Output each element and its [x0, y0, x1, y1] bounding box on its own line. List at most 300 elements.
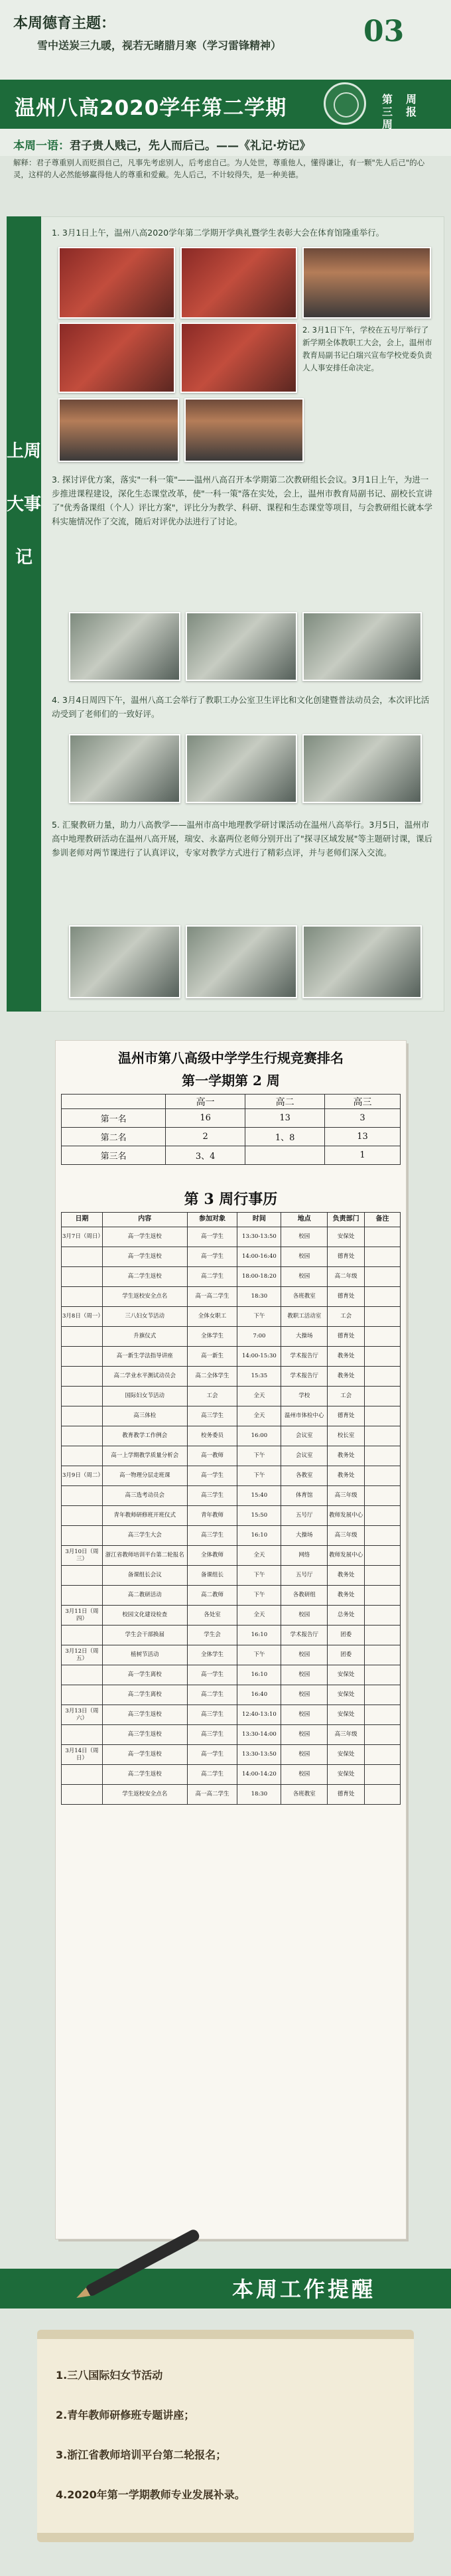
ranking-cell: 第二名 — [62, 1128, 166, 1146]
calendar-cell: 15:40 — [237, 1486, 281, 1506]
calendar-cell: 安保处 — [328, 1765, 365, 1785]
calendar-cell — [62, 1566, 103, 1586]
calendar-cell: 18:30 — [237, 1785, 281, 1805]
calendar-cell: 各教室 — [281, 1466, 328, 1486]
calendar-cell: 14:00-16:40 — [237, 1247, 281, 1267]
calendar-cell: 安保处 — [328, 1745, 365, 1765]
ranking-cell: 3 — [325, 1109, 401, 1128]
calendar-cell: 各教研组 — [281, 1586, 328, 1606]
work-reminder-title: 本周工作提醒 — [232, 2277, 376, 2302]
calendar-cell: 各处室 — [187, 1606, 237, 1626]
calendar-cell — [62, 1725, 103, 1745]
calendar-cell — [62, 1267, 103, 1287]
ranking-cell: 13 — [325, 1128, 401, 1146]
calendar-cell: 青年教师研修班开班仪式 — [102, 1506, 187, 1526]
school-seal-icon — [324, 82, 366, 125]
calendar-row — [62, 1227, 401, 1247]
calendar-cell: 校园文化建设检查 — [102, 1606, 187, 1626]
calendar-row — [62, 1665, 401, 1685]
calendar-cell: 学生返校安全点名 — [102, 1287, 187, 1307]
ranking-table — [61, 1094, 401, 1165]
calendar-cell: 高一学生返校 — [102, 1745, 187, 1765]
weekly-quote-label: 本周一语： — [13, 139, 70, 153]
calendar-cell: 7:00 — [237, 1327, 281, 1347]
calendar-cell: 高一学生 — [187, 1466, 237, 1486]
calendar-cell: 16:10 — [237, 1665, 281, 1685]
event-photo — [302, 612, 422, 681]
calendar-cell — [365, 1725, 401, 1745]
work-item: 3.浙江省教师培训平台第二轮报名； — [56, 2449, 227, 2461]
calendar-cell: 三八妇女节活动 — [102, 1307, 187, 1327]
event-photo — [180, 323, 297, 393]
calendar-cell: 校园 — [281, 1267, 328, 1287]
ranking-row — [62, 1146, 401, 1165]
ranking-header: 高一 — [166, 1095, 245, 1109]
calendar-cell — [62, 1765, 103, 1785]
ranking-header — [62, 1095, 166, 1109]
calendar-cell: 3月10日（周三） — [62, 1546, 103, 1566]
calendar-cell — [365, 1486, 401, 1506]
calendar-cell — [62, 1665, 103, 1685]
calendar-cell — [365, 1685, 401, 1705]
calendar-cell: 升旗仪式 — [102, 1327, 187, 1347]
event-item-2: 2. 3月1日下午，学校在五号厅举行了新学期全体教职工大会，会上，温州市教育局副书记白瑞兴宣布学校党委负责人人事安排任命决定。 — [302, 325, 432, 372]
calendar-cell: 全体女职工 — [187, 1307, 237, 1327]
calendar-cell — [365, 1267, 401, 1287]
calendar-cell — [365, 1526, 401, 1546]
calendar-cell: 全体学生 — [187, 1645, 237, 1665]
calendar-header: 时间 — [237, 1213, 281, 1227]
calendar-cell: 3月14日（周日） — [62, 1745, 103, 1765]
calendar-cell: 高一新生 — [187, 1347, 237, 1367]
calendar-cell — [62, 1486, 103, 1506]
calendar-cell: 下午 — [237, 1586, 281, 1606]
calendar-cell: 校园 — [281, 1645, 328, 1665]
calendar-cell: 国际妇女节活动 — [102, 1387, 187, 1406]
calendar-cell: 网络 — [281, 1546, 328, 1566]
event-photo — [302, 925, 422, 998]
calendar-cell: 校园 — [281, 1247, 328, 1267]
event-photo — [302, 734, 422, 803]
calendar-cell: 下午 — [237, 1466, 281, 1486]
calendar-cell: 总务处 — [328, 1606, 365, 1626]
calendar-cell — [365, 1327, 401, 1347]
calendar-cell: 教职工活动室 — [281, 1307, 328, 1327]
calendar-cell: 高一学生 — [187, 1247, 237, 1267]
calendar-cell: 高一学生 — [187, 1745, 237, 1765]
calendar-cell: 高一高二学生 — [187, 1785, 237, 1805]
calendar-cell — [62, 1406, 103, 1426]
calendar-cell: 校园 — [281, 1685, 328, 1705]
calendar-cell: 高三年级 — [328, 1526, 365, 1546]
calendar-row — [62, 1566, 401, 1586]
calendar-cell — [365, 1745, 401, 1765]
calendar-cell — [62, 1685, 103, 1705]
calendar-cell: 校园 — [281, 1665, 328, 1685]
event-photo — [302, 247, 431, 319]
calendar-row — [62, 1387, 401, 1406]
calendar-cell — [62, 1586, 103, 1606]
event-photo — [58, 398, 179, 462]
calendar-cell: 教师发展中心 — [328, 1546, 365, 1566]
calendar-cell: 备课组长会议 — [102, 1566, 187, 1586]
calendar-cell: 德育处 — [328, 1406, 365, 1426]
calendar-cell — [62, 1387, 103, 1406]
calendar-cell: 高三年级 — [328, 1725, 365, 1745]
calendar-header: 负责部门 — [328, 1213, 365, 1227]
calendar-cell: 高二学生 — [187, 1267, 237, 1287]
calendar-cell — [365, 1466, 401, 1486]
calendar-cell — [365, 1506, 401, 1526]
calendar-cell: 高一高二学生 — [187, 1287, 237, 1307]
calendar-row — [62, 1506, 401, 1526]
calendar-row — [62, 1486, 401, 1506]
calendar-cell — [62, 1327, 103, 1347]
calendar-cell: 18:00-18:20 — [237, 1267, 281, 1287]
calendar-cell: 16:10 — [237, 1626, 281, 1645]
calendar-cell — [62, 1526, 103, 1546]
calendar-row — [62, 1466, 401, 1486]
calendar-cell — [62, 1367, 103, 1387]
moral-theme-title: 本周德育主题： — [13, 15, 116, 32]
calendar-cell — [365, 1406, 401, 1426]
calendar-row — [62, 1725, 401, 1745]
calendar-cell: 高二学生 — [187, 1685, 237, 1705]
calendar-cell — [365, 1645, 401, 1665]
calendar-row — [62, 1247, 401, 1267]
weekly-quote-text: 君子贵人贱己，先人而后己。——《礼记·坊记》 — [70, 139, 311, 153]
calendar-cell: 教务处 — [328, 1367, 365, 1387]
calendar-cell: 高三学生返校 — [102, 1725, 187, 1745]
calendar-row — [62, 1526, 401, 1546]
calendar-cell — [365, 1765, 401, 1785]
calendar-cell — [365, 1307, 401, 1327]
calendar-cell — [365, 1387, 401, 1406]
calendar-title: 第 3 周行事历 — [184, 1191, 278, 1208]
ranking-row — [62, 1109, 401, 1128]
event-photo — [186, 734, 297, 803]
calendar-cell: 五号厅 — [281, 1566, 328, 1586]
calendar-cell: 校园 — [281, 1705, 328, 1725]
calendar-cell: 校园 — [281, 1745, 328, 1765]
calendar-row — [62, 1426, 401, 1446]
calendar-row — [62, 1606, 401, 1626]
calendar-cell: 会议室 — [281, 1426, 328, 1446]
calendar-cell: 高一学生 — [187, 1665, 237, 1685]
calendar-cell — [365, 1665, 401, 1685]
calendar-cell: 学校 — [281, 1387, 328, 1406]
calendar-cell: 高二学生 — [187, 1765, 237, 1785]
calendar-cell: 下午 — [237, 1446, 281, 1466]
calendar-cell: 教务处 — [328, 1586, 365, 1606]
calendar-cell: 校园 — [281, 1606, 328, 1626]
calendar-cell — [62, 1506, 103, 1526]
calendar-cell: 备课组长 — [187, 1566, 237, 1586]
calendar-cell: 会议室 — [281, 1446, 328, 1466]
calendar-row — [62, 1546, 401, 1566]
calendar-cell: 高三学生 — [187, 1486, 237, 1506]
calendar-cell: 安保处 — [328, 1227, 365, 1247]
calendar-header: 内容 — [102, 1213, 187, 1227]
calendar-cell: 学生会 — [187, 1626, 237, 1645]
calendar-cell: 校务委员 — [187, 1426, 237, 1446]
calendar-row — [62, 1705, 401, 1725]
calendar-cell: 高三学生 — [187, 1725, 237, 1745]
calendar-cell: 学生返校安全点名 — [102, 1785, 187, 1805]
calendar-cell: 全体学生 — [187, 1327, 237, 1347]
calendar-header: 备注 — [365, 1213, 401, 1227]
calendar-row — [62, 1745, 401, 1765]
calendar-cell — [365, 1626, 401, 1645]
calendar-cell: 高一教师 — [187, 1446, 237, 1466]
calendar-cell: 学术报告厅 — [281, 1347, 328, 1367]
calendar-cell: 工会 — [328, 1307, 365, 1327]
calendar-cell: 16:10 — [237, 1526, 281, 1546]
calendar-row — [62, 1645, 401, 1665]
ranking-cell: 1 — [325, 1146, 401, 1165]
calendar-row — [62, 1785, 401, 1805]
calendar-cell: 高二年级 — [328, 1267, 365, 1287]
event-photo — [69, 734, 180, 803]
calendar-cell — [365, 1227, 401, 1247]
calendar-cell: 高二学生离校 — [102, 1685, 187, 1705]
calendar-cell: 安保处 — [328, 1665, 365, 1685]
calendar-cell: 学术报告厅 — [281, 1367, 328, 1387]
calendar-cell: 安保处 — [328, 1705, 365, 1725]
work-item: 1.三八国际妇女节活动 — [56, 2369, 163, 2382]
calendar-cell: 青年教师 — [187, 1506, 237, 1526]
calendar-cell: 德育处 — [328, 1287, 365, 1307]
events-side-title: 上周大事记 — [7, 441, 42, 568]
calendar-cell — [365, 1426, 401, 1446]
calendar-cell: 大操场 — [281, 1327, 328, 1347]
calendar-cell: 13:30-13:50 — [237, 1227, 281, 1247]
calendar-cell: 高一新生学法指导讲座 — [102, 1347, 187, 1367]
ranking-cell: 3、4 — [166, 1146, 245, 1165]
calendar-cell: 全天 — [237, 1387, 281, 1406]
work-item: 4.2020年第一学期教师专业发展补录。 — [56, 2488, 245, 2501]
calendar-cell: 植树节活动 — [102, 1645, 187, 1665]
calendar-row — [62, 1307, 401, 1327]
event-photo — [184, 398, 304, 462]
calendar-cell: 12:40-13:10 — [237, 1705, 281, 1725]
calendar-cell — [365, 1367, 401, 1387]
calendar-cell: 五号厅 — [281, 1506, 328, 1526]
calendar-cell: 温州市体检中心 — [281, 1406, 328, 1426]
calendar-row — [62, 1367, 401, 1387]
calendar-cell — [365, 1566, 401, 1586]
calendar-cell: 高二全体学生 — [187, 1367, 237, 1387]
weekly-quote-explanation: 解释：君子尊重别人而贬损自己，凡事先考虑别人，后考虑自己。为人处世，尊重他人，懂得谦让，有一颗"先人后己"的心灵，这样的人必然能够赢得他人的尊重和爱戴。先人后己，不计较得失，是一种美德。 — [13, 158, 425, 179]
calendar-cell: 高二学生返校 — [102, 1765, 187, 1785]
calendar-row — [62, 1626, 401, 1645]
calendar-cell: 体育馆 — [281, 1486, 328, 1506]
calendar-cell: 高三学生大会 — [102, 1526, 187, 1546]
calendar-cell: 安保处 — [328, 1685, 365, 1705]
calendar-cell: 高三选考动员会 — [102, 1486, 187, 1506]
calendar-cell: 15:50 — [237, 1506, 281, 1526]
calendar-cell: 校园 — [281, 1725, 328, 1745]
calendar-cell — [62, 1626, 103, 1645]
moral-theme-text: 雪中送炭三九暖，视若无睹腊月寒（学习雷锋精神） — [37, 39, 282, 52]
calendar-row — [62, 1685, 401, 1705]
calendar-cell: 教务处 — [328, 1466, 365, 1486]
calendar-cell: 3月13日（周六） — [62, 1705, 103, 1725]
event-item-4: 4. 3月4日周四下午，温州八高工会举行了教职工办公室卫生评比和文化创建暨普法动员会，本次评比活动受到了老师们的一致好评。 — [52, 695, 430, 719]
calendar-cell: 高三体检 — [102, 1406, 187, 1426]
calendar-cell: 高二学业水平测试动员会 — [102, 1367, 187, 1387]
calendar-cell: 15:35 — [237, 1367, 281, 1387]
event-photo — [69, 612, 180, 681]
calendar-table — [61, 1212, 401, 1805]
calendar-cell: 高二学生返校 — [102, 1267, 187, 1287]
calendar-cell — [62, 1446, 103, 1466]
calendar-cell — [62, 1287, 103, 1307]
calendar-header-row — [62, 1213, 401, 1227]
calendar-cell: 高一学生 — [187, 1227, 237, 1247]
ranking-cell: 1、8 — [245, 1128, 325, 1146]
calendar-cell: 高一学生返校 — [102, 1227, 187, 1247]
ranking-cell — [245, 1146, 325, 1165]
calendar-cell: 全天 — [237, 1546, 281, 1566]
ranking-header: 高二 — [245, 1095, 325, 1109]
ranking-cell: 第三名 — [62, 1146, 166, 1165]
calendar-cell: 大操场 — [281, 1526, 328, 1546]
calendar-cell: 学生会干部换届 — [102, 1626, 187, 1645]
calendar-cell: 校园 — [281, 1765, 328, 1785]
events-side-bar — [7, 216, 41, 1012]
calendar-cell — [365, 1446, 401, 1466]
calendar-cell: 下午 — [237, 1645, 281, 1665]
calendar-cell: 校园 — [281, 1227, 328, 1247]
event-photo — [58, 323, 175, 393]
ranking-subtitle: 第一学期第 2 周 — [182, 1073, 280, 1089]
calendar-cell: 德育处 — [328, 1327, 365, 1347]
issue-number: 03 — [363, 15, 405, 48]
calendar-cell — [62, 1347, 103, 1367]
main-title: 温州八高2020学年第二学期 — [15, 96, 287, 120]
calendar-cell — [365, 1785, 401, 1805]
calendar-row — [62, 1765, 401, 1785]
calendar-cell: 3月12日（周五） — [62, 1645, 103, 1665]
calendar-cell: 13:30-14:00 — [237, 1725, 281, 1745]
work-reminder-scroll — [37, 2330, 414, 2542]
event-item-1: 1. 3月1日上午，温州八高2020学年第二学期开学典礼暨学生表彰大会在体育馆隆重举行。 — [52, 228, 385, 238]
calendar-row — [62, 1347, 401, 1367]
calendar-cell — [365, 1546, 401, 1566]
calendar-cell: 高三学生返校 — [102, 1705, 187, 1725]
calendar-cell: 团委 — [328, 1645, 365, 1665]
calendar-cell: 学术报告厅 — [281, 1626, 328, 1645]
calendar-cell: 教育教学工作例会 — [102, 1426, 187, 1446]
event-photo — [186, 925, 297, 998]
ranking-cell: 第一名 — [62, 1109, 166, 1128]
calendar-cell: 高三年级 — [328, 1486, 365, 1506]
calendar-cell — [365, 1247, 401, 1267]
calendar-cell: 教务处 — [328, 1566, 365, 1586]
weekly-quote — [13, 136, 310, 153]
event-photo — [69, 925, 180, 998]
ranking-cell: 13 — [245, 1109, 325, 1128]
calendar-cell: 16:00 — [237, 1426, 281, 1446]
calendar-cell: 团委 — [328, 1626, 365, 1645]
calendar-cell — [365, 1287, 401, 1307]
calendar-cell: 教务处 — [328, 1446, 365, 1466]
calendar-cell: 德育处 — [328, 1247, 365, 1267]
calendar-cell: 高一物理分层走班课 — [102, 1466, 187, 1486]
ranking-title: 温州市第八高级中学学生行规竞赛排名 — [118, 1050, 344, 1066]
calendar-cell — [62, 1426, 103, 1446]
calendar-cell: 浙江省教师培训平台第二轮报名 — [102, 1546, 187, 1566]
calendar-row — [62, 1287, 401, 1307]
calendar-row — [62, 1406, 401, 1426]
calendar-cell — [365, 1347, 401, 1367]
calendar-cell: 3月7日（周日） — [62, 1227, 103, 1247]
event-photo — [186, 612, 297, 681]
calendar-cell: 工会 — [328, 1387, 365, 1406]
calendar-cell: 高一学生返校 — [102, 1247, 187, 1267]
calendar-row — [62, 1586, 401, 1606]
calendar-cell: 高三学生 — [187, 1526, 237, 1546]
calendar-row — [62, 1327, 401, 1347]
ranking-header: 高三 — [325, 1095, 401, 1109]
calendar-cell: 全天 — [237, 1606, 281, 1626]
calendar-row — [62, 1446, 401, 1466]
calendar-cell: 各班教室 — [281, 1785, 328, 1805]
calendar-cell: 高二教师 — [187, 1586, 237, 1606]
week-label: 第三周 — [381, 93, 393, 131]
calendar-cell — [365, 1705, 401, 1725]
ranking-cell: 16 — [166, 1109, 245, 1128]
event-item-3: 3. 探讨评优方案，落实"一科一策"——温州八高召开本学期第二次教研组长会议。3月1日上午，为进一步推进课程建设，深化生态课堂改革，使"一科一策"落在实处，会上，温州市教育局副书记、副校长宣讲了"优秀备课组（个人）评比方案"，评比分为教学、科研、课程和生态课堂等项目，与会教研组长就本学科实施情况作了交流，随后对评优办法进行了讨论。 — [52, 475, 433, 526]
ranking-row — [62, 1128, 401, 1146]
calendar-cell: 各班教室 — [281, 1287, 328, 1307]
event-photo — [58, 247, 175, 319]
calendar-cell: 教师发展中心 — [328, 1506, 365, 1526]
calendar-cell — [62, 1247, 103, 1267]
calendar-cell: 16:40 — [237, 1685, 281, 1705]
calendar-cell — [365, 1606, 401, 1626]
calendar-cell: 18:30 — [237, 1287, 281, 1307]
calendar-cell: 13:30-13:50 — [237, 1745, 281, 1765]
ranking-header-row — [62, 1095, 401, 1109]
work-item: 2.青年教师研修班专题讲座； — [56, 2409, 195, 2421]
calendar-cell: 高三学生 — [187, 1406, 237, 1426]
calendar-header: 参加对象 — [187, 1213, 237, 1227]
calendar-cell: 全天 — [237, 1406, 281, 1426]
calendar-row — [62, 1267, 401, 1287]
calendar-cell: 校长室 — [328, 1426, 365, 1446]
work-reminder-band — [0, 2269, 451, 2309]
calendar-header: 日期 — [62, 1213, 103, 1227]
calendar-cell: 14:00-14:20 — [237, 1765, 281, 1785]
report-label: 周报 — [405, 93, 417, 118]
calendar-cell: 工会 — [187, 1387, 237, 1406]
calendar-header: 地点 — [281, 1213, 328, 1227]
calendar-cell: 下午 — [237, 1307, 281, 1327]
calendar-cell: 下午 — [237, 1566, 281, 1586]
calendar-cell: 高二教研活动 — [102, 1586, 187, 1606]
calendar-cell: 高三学生 — [187, 1705, 237, 1725]
calendar-cell — [62, 1785, 103, 1805]
calendar-cell: 全体教师 — [187, 1546, 237, 1566]
calendar-cell: 14:00-15:30 — [237, 1347, 281, 1367]
calendar-cell: 教务处 — [328, 1347, 365, 1367]
calendar-cell: 高一学生离校 — [102, 1665, 187, 1685]
calendar-cell: 3月8日（周一） — [62, 1307, 103, 1327]
ranking-cell: 2 — [166, 1128, 245, 1146]
event-photo — [180, 247, 297, 319]
